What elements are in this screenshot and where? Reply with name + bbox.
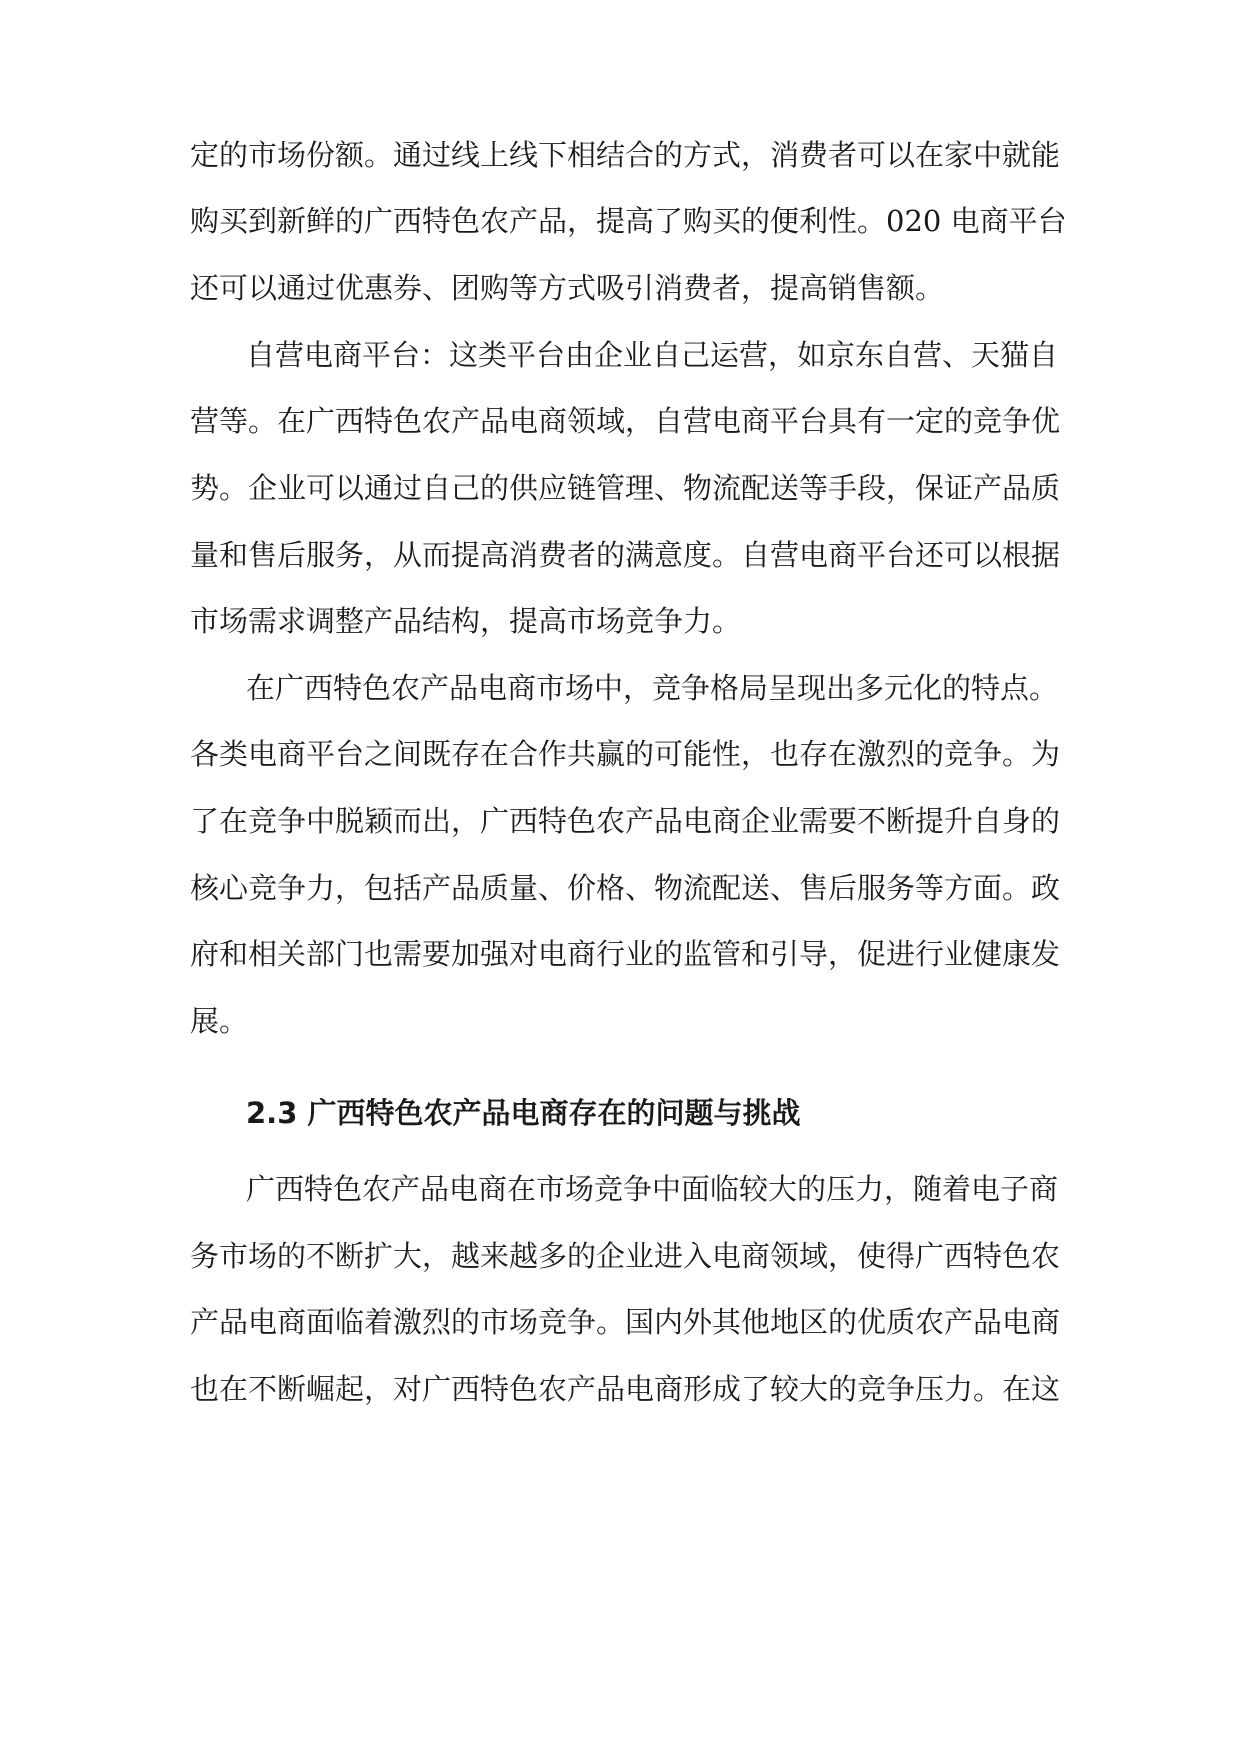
text-line: 了在竞争中脱颖而出，广西特色农产品电商企业需要不断提升自身的: [190, 804, 1061, 838]
text-line: 营等。在广西特色农产品电商领域，自营电商平台具有一定的竞争优: [190, 404, 1061, 438]
text-line: 广西特色农产品电商在市场竞争中面临较大的压力，随着电子商: [246, 1172, 1059, 1206]
text-line: 自营电商平台：这类平台由企业自己运营，如京东自营、天猫自: [246, 338, 1059, 372]
text-line: 展。: [190, 1004, 249, 1038]
text-line: 核心竞争力，包括产品质量、价格、物流配送、售后服务等方面。政: [190, 871, 1061, 905]
text-line: 也在不断崛起，对广西特色农产品电商形成了较大的竞争压力。在这: [190, 1372, 1061, 1406]
text-line: 势。企业可以通过自己的供应链管理、物流配送等手段，保证产品质: [190, 471, 1061, 505]
text-line: 务市场的不断扩大，越来越多的企业进入电商领域，使得广西特色农: [190, 1239, 1061, 1273]
section-heading: 2.3 广西特色农产品电商存在的问题与挑战: [246, 1096, 801, 1130]
text-line: 量和售后服务，从而提高消费者的满意度。自营电商平台还可以根据: [190, 538, 1061, 572]
text-line: 各类电商平台之间既存在合作共赢的可能性，也存在激烈的竞争。为: [190, 737, 1061, 771]
text-line: 产品电商面临着激烈的市场竞争。国内外其他地区的优质农产品电商: [190, 1305, 1061, 1339]
text-line: 定的市场份额。通过线上线下相结合的方式，消费者可以在家中就能: [190, 138, 1061, 172]
text-line: 在广西特色农产品电商市场中，竞争格局呈现出多元化的特点。: [246, 671, 1059, 705]
text-line: 购买到新鲜的广西特色农产品，提高了购买的便利性。020 电商平台: [190, 204, 1067, 238]
text-line: 市场需求调整产品结构，提高市场竞争力。: [190, 604, 742, 638]
text-line: 还可以通过优惠券、团购等方式吸引消费者，提高销售额。: [190, 271, 945, 305]
text-line: 府和相关部门也需要加强对电商行业的监管和引导，促进行业健康发: [190, 937, 1061, 971]
